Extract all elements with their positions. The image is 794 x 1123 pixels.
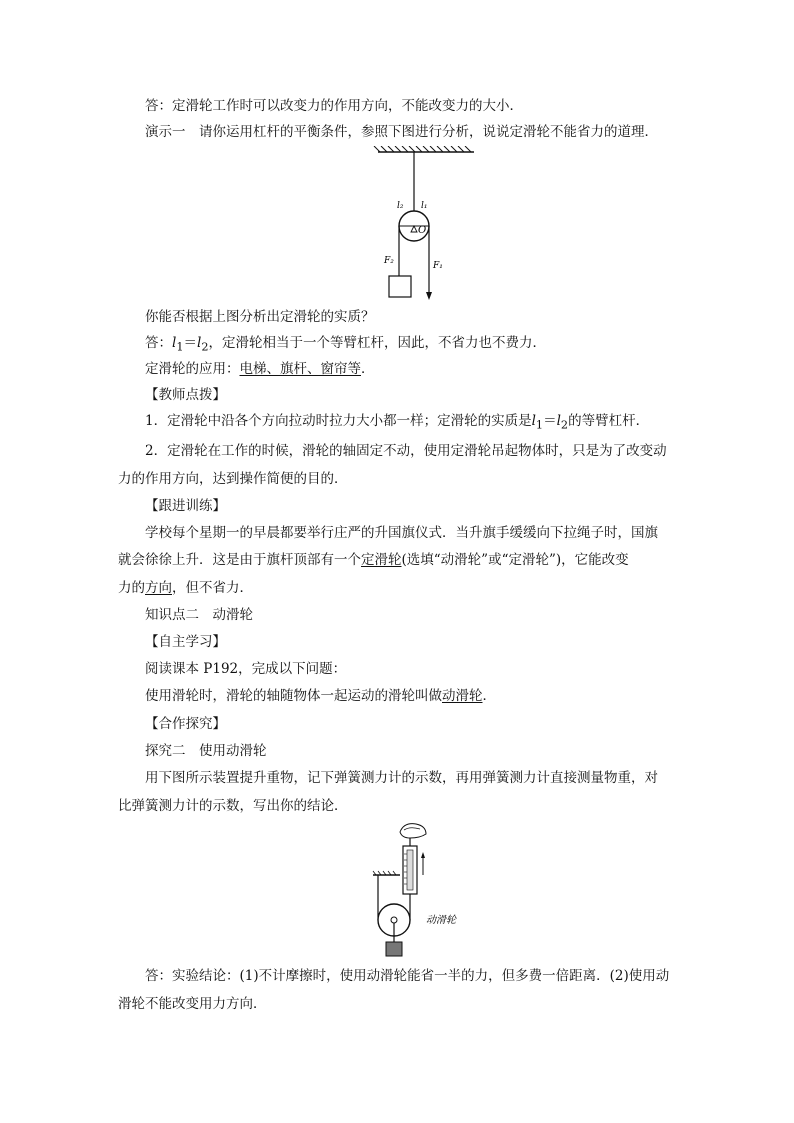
period: ． [482, 688, 496, 704]
definition-text: 使用滑轮时，滑轮的轴随物体一起运动的滑轮叫做 [145, 688, 442, 704]
explore-line-2: 比弹簧测力计的示数，写出你的结论． [118, 798, 348, 814]
teacher-tip-heading: 【教师点拨】 [145, 387, 226, 403]
definition-answer: 动滑轮 [442, 688, 483, 704]
sub-1: 1 [176, 340, 184, 354]
question-line: 你能否根据上图分析出定滑轮的实质？ [145, 309, 375, 325]
sub-2: 2 [560, 418, 569, 432]
var-l: l [556, 413, 561, 429]
demo-one-line [145, 122, 690, 142]
conclusion-line-1: 答：实验结论：(1)不计摩擦时，使用动滑轮能省一半的力，但多费一倍距离．(2)使用动 [145, 968, 670, 984]
label-l2: l₂ [397, 201, 404, 211]
tip-line-1 [145, 411, 690, 436]
fixed-pulley-figure [370, 146, 480, 306]
exercise-text-2: (选填“动滑轮”或“定滑轮”)，它能改变 [401, 552, 629, 568]
tip-line-2: 2．定滑轮在工作的时候，滑轮的轴固定不动，使用定滑轮吊起物体时，只是为了改变动 [145, 443, 667, 459]
answer-prefix: 答： [145, 335, 172, 351]
exercise-text: 就会徐徐上升．这是由于旗杆顶部有一个 [118, 552, 361, 568]
explore-line-1: 用下图所示装置提升重物，记下弹簧测力计的示数，再用弹簧测力计直接测量物重，对 [145, 770, 658, 786]
follow-up-heading: 【跟进训练】 [145, 498, 226, 514]
reading-line: 阅读课本 P192，完成以下问题： [145, 661, 347, 677]
movable-pulley-figure [370, 820, 470, 960]
tip-text-end: 的等臂杠杆． [568, 413, 650, 429]
application-answer: 电梯、旗杆、窗帘等 [239, 361, 361, 377]
exercise-answer-2: 方向 [145, 580, 172, 596]
equals: ＝ [543, 413, 557, 429]
exercise-line-2 [118, 550, 688, 570]
label-f1: F₁ [433, 261, 443, 271]
label-o: O [418, 225, 427, 236]
sub-1: 1 [535, 418, 544, 432]
conclusion-line-2: 滑轮不能改变用力方向． [118, 996, 267, 1012]
answer-line-1: 答：定滑轮工作时可以改变力的作用方向，不能改变力的大小． [145, 98, 523, 114]
answer-line-2 [145, 333, 690, 358]
tip-line-3: 力的作用方向，达到操作简便的目的． [118, 471, 348, 487]
knowledge-point-two: 知识点二 动滑轮 [145, 607, 253, 623]
tip-text: 1．定滑轮中沿各个方向拉动时拉力大小都一样；定滑轮的实质是 [145, 413, 532, 429]
exercise-answer-1: 定滑轮 [361, 552, 402, 568]
movable-pulley-label: 动滑轮 [426, 915, 456, 926]
var-l: l [172, 335, 177, 351]
exercise-text-4: ，但不省力． [172, 580, 253, 596]
application-line [145, 359, 690, 379]
var-l: l [197, 335, 202, 351]
cooperative-heading: 【合作探究】 [145, 716, 226, 732]
equals: ＝ [183, 335, 197, 351]
demo-one-label: 演示一 [145, 124, 186, 140]
sub-2: 2 [201, 340, 209, 354]
period: ． [361, 361, 375, 377]
application-label: 定滑轮的应用： [145, 361, 240, 377]
exercise-text-3: 力的 [118, 580, 145, 596]
exercise-line-1: 学校每个星期一的早晨都要举行庄严的升国旗仪式．当升旗手缓缓向下拉绳子时，国旗 [145, 525, 658, 541]
exercise-line-3 [118, 578, 688, 598]
explore-two-title: 探究二 使用动滑轮 [145, 743, 267, 759]
answer-text: ，定滑轮相当于一个等臂杠杆，因此，不省力也不费力． [208, 335, 546, 351]
demo-one-text: 请你运用杠杆的平衡条件，参照下图进行分析，说说定滑轮不能省力的道理． [199, 124, 658, 140]
definition-line [145, 686, 690, 706]
self-study-heading: 【自主学习】 [145, 634, 226, 650]
label-f2: F₂ [384, 256, 394, 266]
var-l: l [531, 413, 536, 429]
label-l1: l₁ [421, 201, 428, 211]
